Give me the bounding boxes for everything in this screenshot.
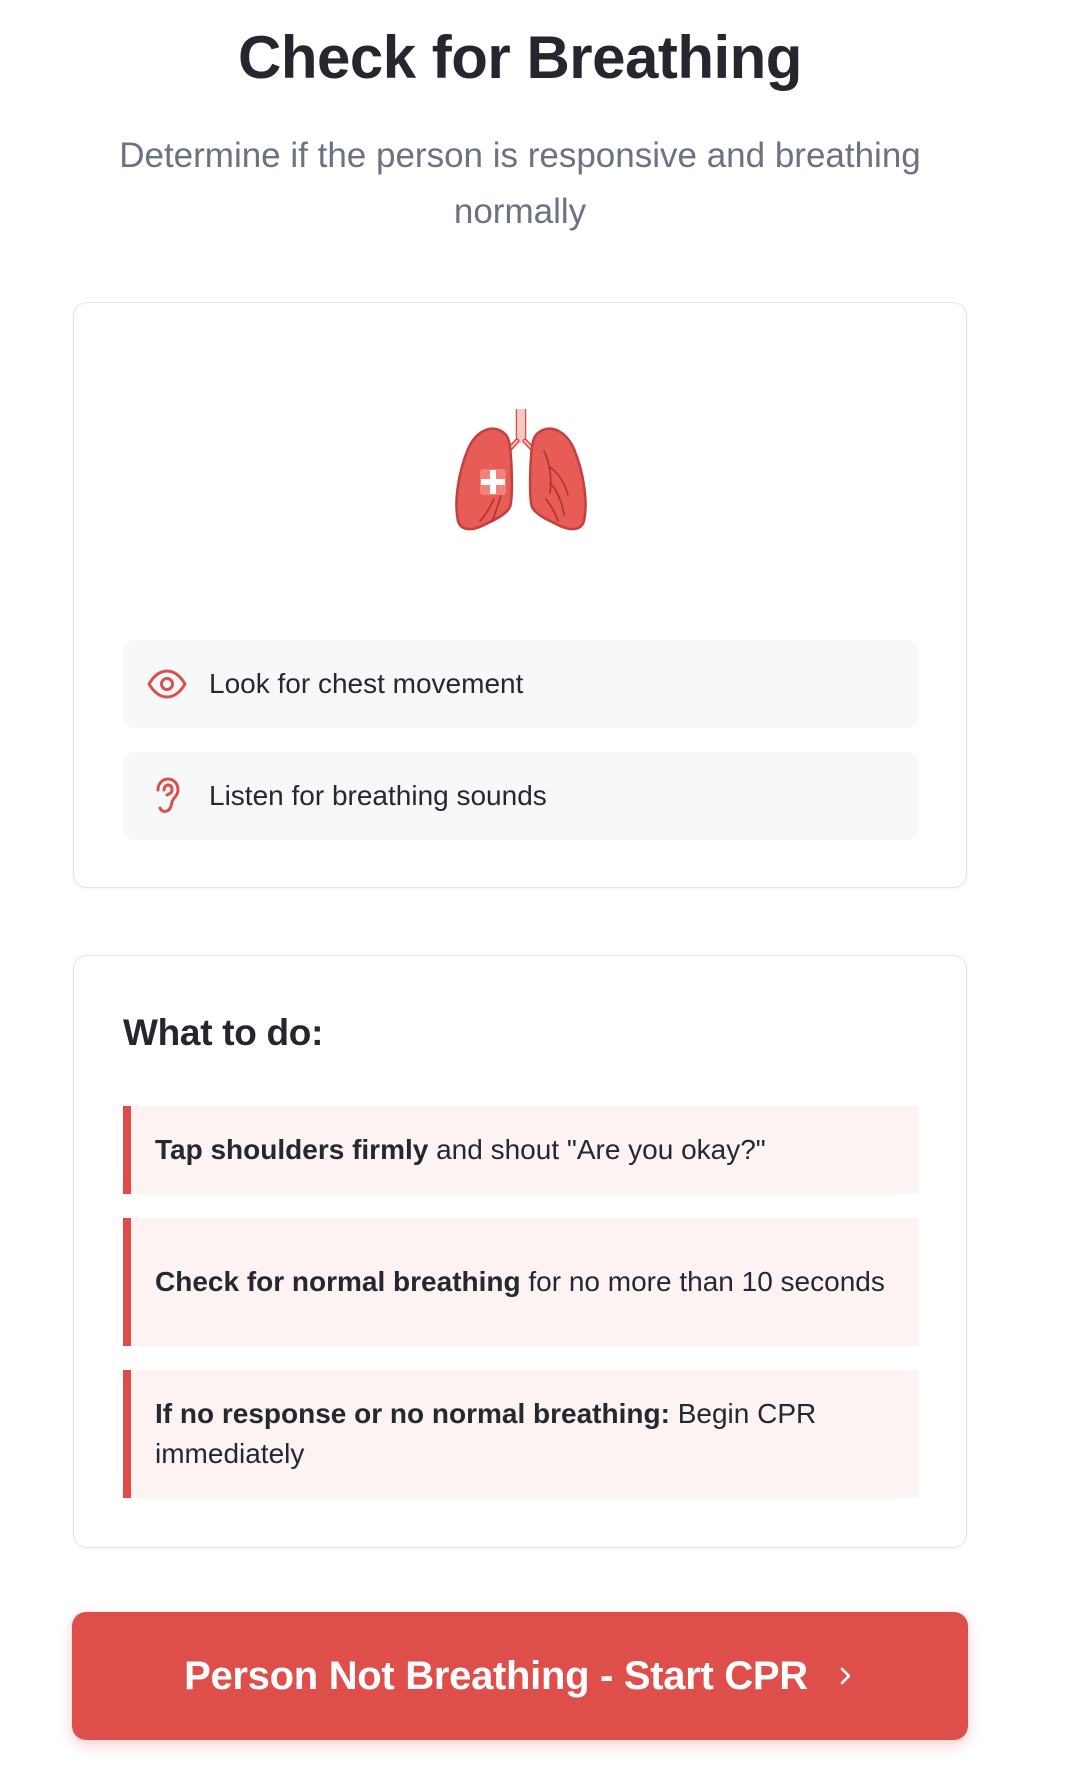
check-item-breathing-sounds <box>123 752 919 840</box>
step-item <box>123 1370 919 1498</box>
start-cpr-button-label: Person Not Breathing - Start CPR <box>184 1653 808 1698</box>
check-item-label: Listen for breathing sounds <box>209 780 547 811</box>
step-rest-text: and shout "Are you okay?" <box>428 1134 766 1165</box>
lungs-with-medical-cross-icon <box>446 403 596 553</box>
step-rest-text: for no more than 10 seconds <box>520 1266 885 1297</box>
what-to-do-heading: What to do: <box>123 1012 324 1053</box>
start-cpr-button[interactable] <box>72 1612 968 1740</box>
what-to-do-card <box>73 955 967 1548</box>
step-text <box>155 1262 885 1302</box>
lungs-illustration <box>74 403 968 553</box>
step-bold-text: If no response or no normal breathing: <box>155 1398 670 1429</box>
page-title: Check for Breathing <box>238 24 802 91</box>
step-bold-text: Tap shoulders firmly <box>155 1134 429 1165</box>
step-item <box>123 1106 919 1194</box>
check-item-chest-movement <box>123 640 919 728</box>
ear-icon <box>145 774 189 818</box>
eye-icon <box>145 662 189 706</box>
step-bold-text: Check for normal breathing <box>155 1266 521 1297</box>
step-item <box>123 1218 919 1346</box>
step-rest-text: Begin CPR immediately <box>155 1398 817 1469</box>
page-subtitle: Determine if the person is responsive and breathing normally <box>119 136 921 231</box>
chevron-right-icon <box>834 1665 856 1687</box>
step-text <box>155 1394 891 1474</box>
check-item-label: Look for chest movement <box>209 668 524 699</box>
step-text <box>155 1130 766 1170</box>
breathing-check-card <box>73 302 967 888</box>
